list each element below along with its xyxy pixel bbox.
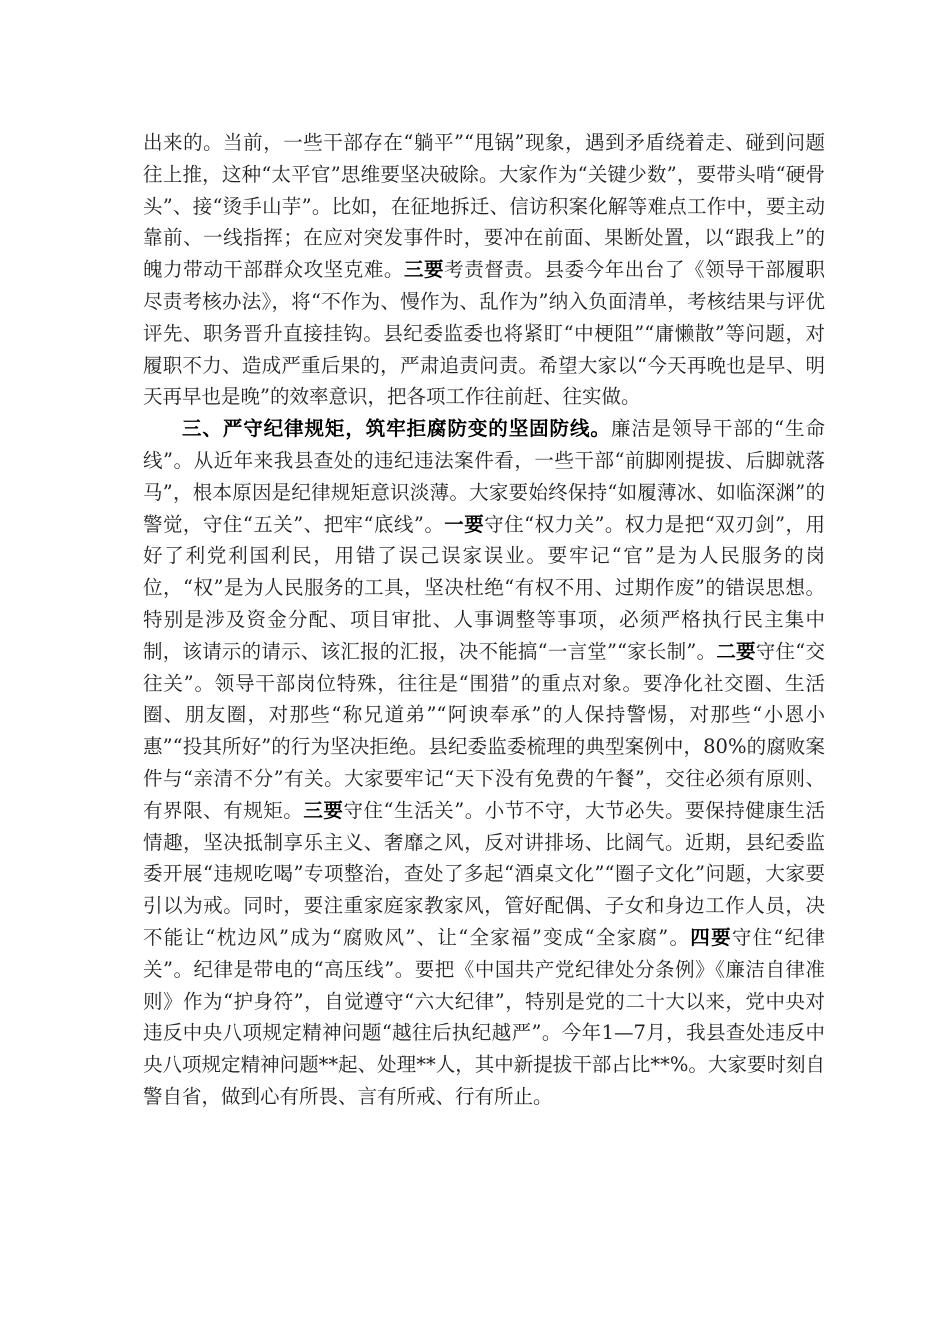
paragraph-text: 考责督责。县委今年出台了《领导干部履职尽责考核办法》，将“不作为、慢作为、乱作为”纳入负面清单，考核结果与评优评先、职务晋升直接挂钩。县纪委监委也将紧盯“中梗阻”“庸懒散”等问题，对履职不力、造成严重后果的，严肃追责问责。希望大家以“今天再晚也是早、明天再早也是晚”的效率意识，把各项工作往前赶、往实做。 xyxy=(143,258,825,409)
point-label-three: 三要 xyxy=(303,798,344,822)
paragraph-text: 廉洁是领导干部的“生命线”。从近年来我县查处的违纪违法案件看，一些干部“前脚刚提拔、后脚就落马”，根本原因是纪律规矩意识淡薄。大家要始终保持“如履薄冰、如临深渊”的警觉，守住“五关”、把牢“底线”。 xyxy=(143,417,825,536)
paragraph-text: 守住“交往关”。领导干部岗位特殊，往往是“围猎”的重点对象。要净化社交圈、生活圈、朋友圈，对那些“称兄道弟”“阿谀奉承”的人保持警惕，对那些“小恩小惠”“投其所好”的行为坚决拒绝。县纪委监委梳理的典型案例中，80%的腐败案件与“亲清不分”有关。大家要牢记“天下没有免费的午餐”，交往必须有原则、有界限、有规矩。 xyxy=(143,639,825,822)
document-page xyxy=(143,127,825,1113)
paragraph-duty-continued xyxy=(143,127,825,413)
paragraph-text: 守住“权力关”。权力是把“双刃剑”，用好了利党利国利民，用错了误己误家误业。要牢记“官”是为人民服务的岗位，“权”是为人民服务的工具，坚决杜绝“有权不用、过期作废”的错误思想。特别是涉及资金分配、项目审批、人事调整等事项，必须严格执行民主集中制，该请示的请示、该汇报的汇报，决不能搞“一言堂”“家长制”。 xyxy=(143,512,825,663)
point-label-two: 二要 xyxy=(716,639,756,663)
paragraph-text: 守住“生活关”。小节不守，大节必失。要保持健康生活情趣，坚决抵制享乐主义、奢靡之风，反对讲排场、比阔气。近期，县纪委监委开展“违规吃喝”专项整治，查处了多起“酒桌文化”“圈子文化”问题，大家要引以为戒。同时，要注重家庭家教家风，管好配偶、子女和身边工作人员，决不能让“枕边风”成为“腐败风”、让“全家福”变成“全家腐”。 xyxy=(143,798,825,949)
paragraph-text: 守住“纪律关”。纪律是带电的“高压线”。要把《中国共产党纪律处分条例》《廉洁自律准则》作为“护身符”，自觉遵守“六大纪律”，特别是党的二十大以来，党中央对违反中央八项规定精神问题“越往后执纪越严”。今年1—7月，我县查处违反中央八项规定精神问题**起、处理**人，其中新提拔干部占比**%。大家要时刻自警自省，做到心有所畏、言有所戒、行有所止。 xyxy=(143,925,825,1108)
section-heading: 三、严守纪律规矩，筑牢拒腐防变的坚固防线。 xyxy=(182,417,611,441)
point-label-one: 一要 xyxy=(444,512,485,536)
point-label-four: 四要 xyxy=(690,925,732,949)
paragraph-text: 出来的。当前，一些干部存在“躺平”“甩锅”现象，遇到矛盾绕着走、碰到问题往上推，这种“太平官”思维要坚决破除。大家作为“关键少数”，要带头啃“硬骨头”、接“烫手山芋”。比如，在征地拆迁、信访积案化解等难点工作中，要主动靠前、一线指挥；在应对突发事件时，要冲在前面、果断处置，以“跟我上”的魄力带动干部群众攻坚克难。 xyxy=(143,131,825,282)
paragraph-section-three xyxy=(143,413,825,1113)
point-label-three: 三要 xyxy=(403,258,445,282)
